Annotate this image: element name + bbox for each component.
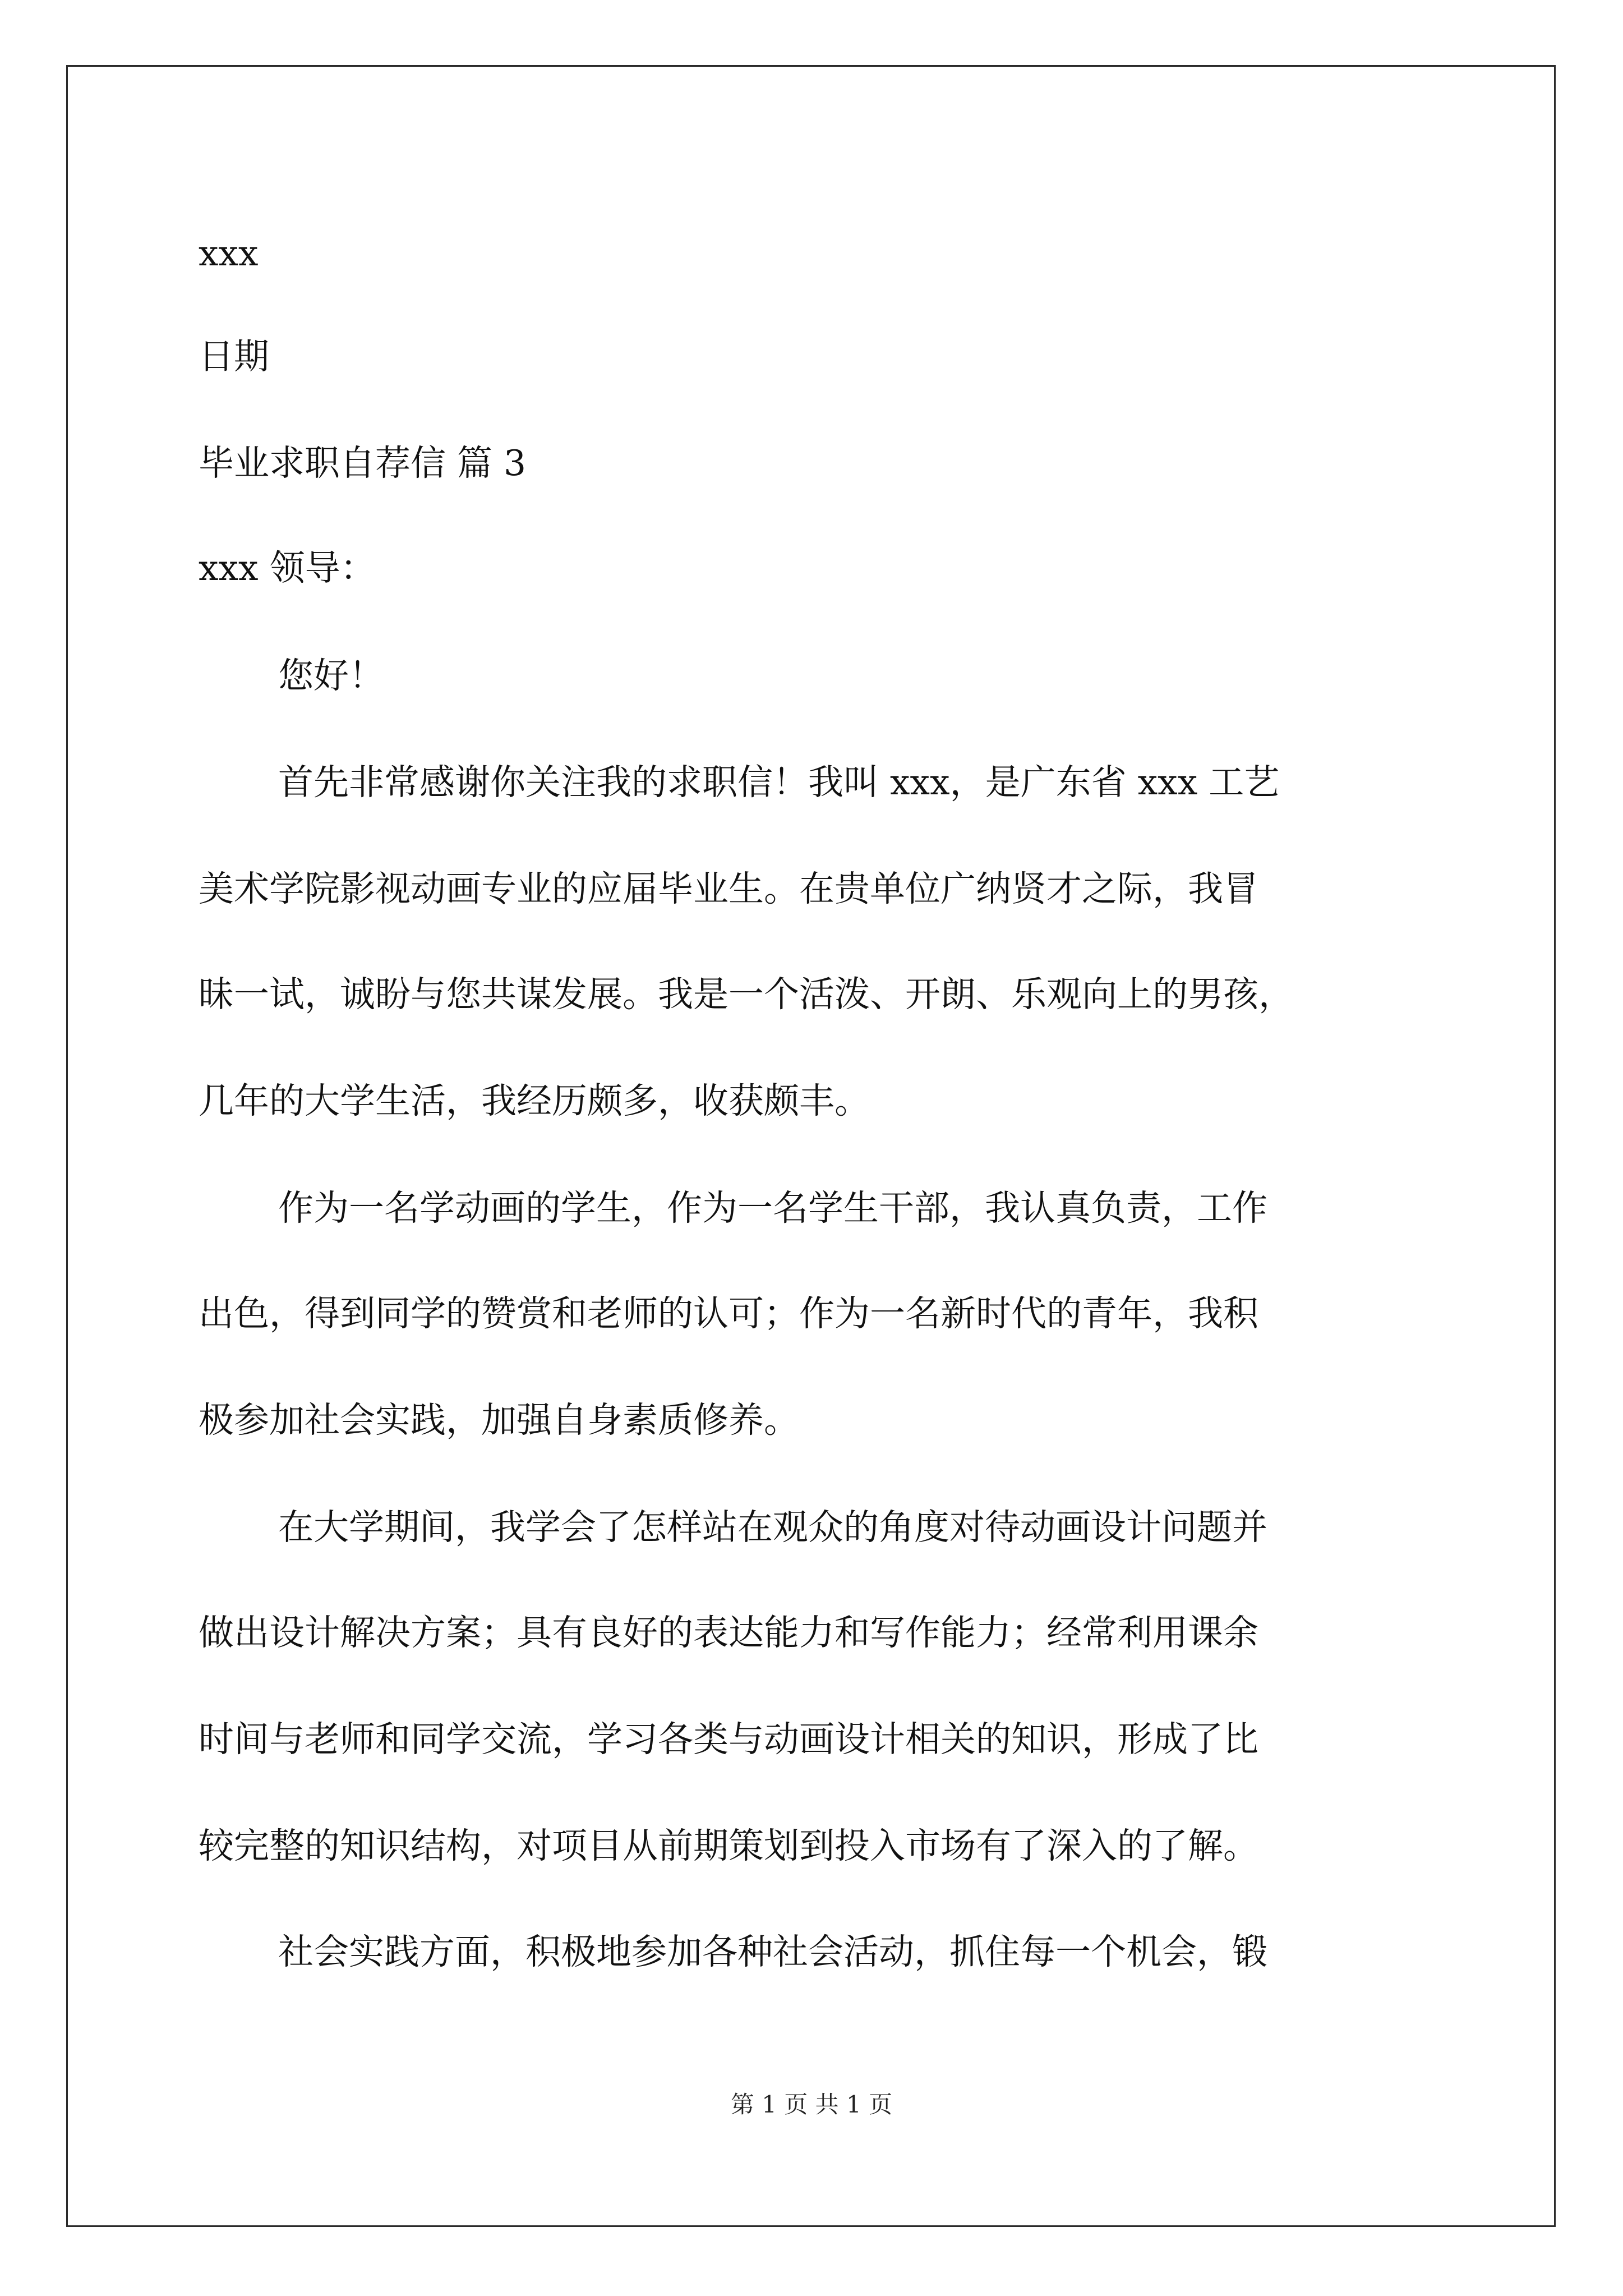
sender-name: xxx xyxy=(199,233,259,274)
date-label: 日期 xyxy=(199,336,269,377)
page-number-footer: 第 1 页 共 1 页 xyxy=(730,2091,893,2118)
paragraph-line: 昧一试，诚盼与您共谋发展。我是一个活泼、开朗、乐观向上的男孩， xyxy=(199,974,1294,1015)
paragraph-line: 在大学期间，我学会了怎样站在观众的角度对待动画设计问题并 xyxy=(278,1507,1267,1548)
paragraph-line: 美术学院影视动画专业的应届毕业生。在贵单位广纳贤才之际，我冒 xyxy=(199,868,1258,909)
paragraph-line: 作为一名学动画的学生，作为一名学生干部，我认真负责，工作 xyxy=(278,1188,1267,1228)
page-border xyxy=(66,65,1556,2227)
paragraph-line: 时间与老师和同学交流，学习各类与动画设计相关的知识，形成了比 xyxy=(199,1719,1258,1760)
greeting: 您好！ xyxy=(278,655,384,696)
section-title: 毕业求职自荐信 篇 3 xyxy=(199,443,527,484)
paragraph-line: 几年的大学生活，我经历颇多，收获颇丰。 xyxy=(199,1080,870,1121)
paragraph-line: 做出设计解决方案；具有良好的表达能力和写作能力；经常利用课余 xyxy=(199,1612,1258,1653)
paragraph-line: 极参加社会实践，加强自身素质修养。 xyxy=(199,1400,799,1441)
paragraph-line: 社会实践方面，积极地参加各种社会活动，抓住每一个机会，锻 xyxy=(278,1931,1267,1972)
paragraph-line: 较完整的知识结构，对项目从前期策划到投入市场有了深入的了解。 xyxy=(199,1825,1258,1866)
salutation: xxx 领导： xyxy=(199,547,376,588)
paragraph-line: 首先非常感谢你关注我的求职信！我叫 xxx，是广东省 xxx 工艺 xyxy=(278,762,1280,803)
paragraph-line: 出色，得到同学的赞赏和老师的认可；作为一名新时代的青年，我积 xyxy=(199,1293,1258,1334)
